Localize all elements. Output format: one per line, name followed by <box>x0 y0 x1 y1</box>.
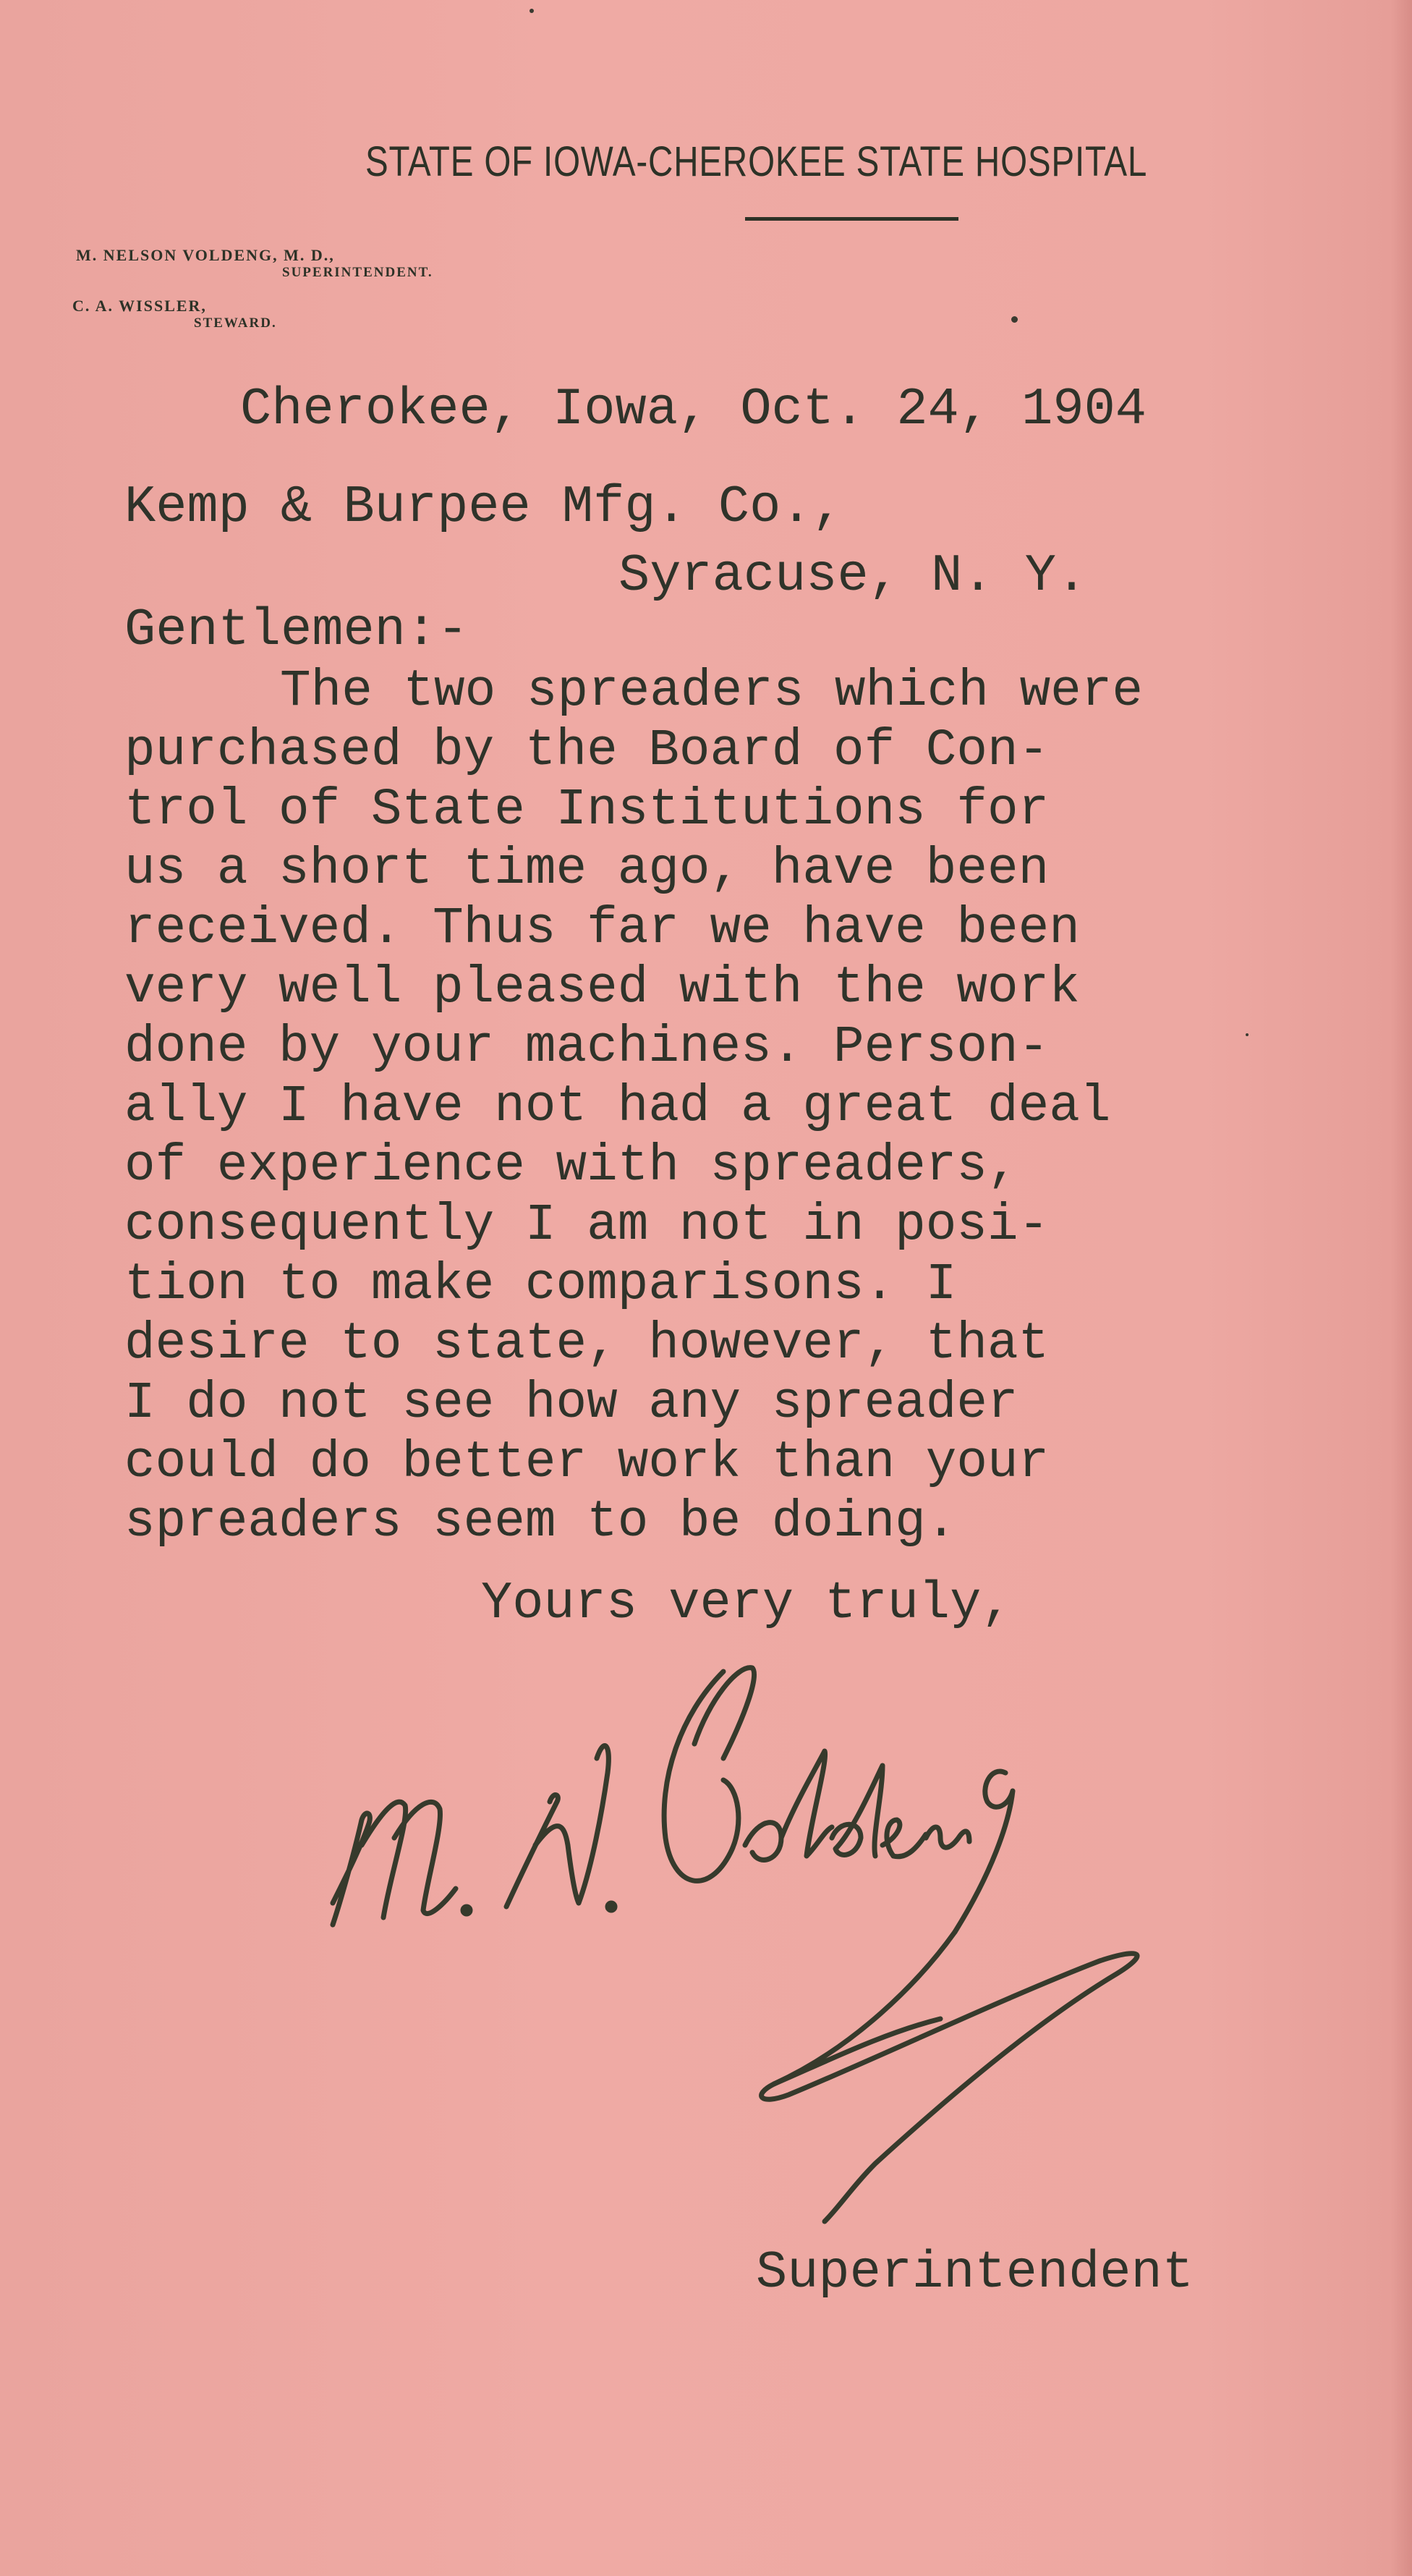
closing: Yours very truly, <box>481 1574 1013 1633</box>
handwritten-signature <box>318 1657 1273 2236</box>
paper-speck <box>1011 316 1018 323</box>
salutation: Gentlemen:- <box>124 601 469 660</box>
officer-superintendent <box>76 246 433 281</box>
paper-speck <box>1246 1033 1249 1036</box>
letterhead-rule <box>745 217 958 221</box>
letter-body <box>124 662 1143 1552</box>
signature-title: Superintendent <box>756 2243 1194 2302</box>
body-line: spreaders seem to be doing. <box>124 1494 957 1551</box>
body-line: ally I have not had a great deal <box>124 1078 1111 1136</box>
addressee: Kemp & Burpee Mfg. Co., <box>124 478 843 537</box>
body-line: purchased by the Board of Con- <box>124 722 1050 780</box>
addressee-city: Syracuse, N. Y. <box>618 546 1088 606</box>
letterhead-title: STATE OF IOWA-CHEROKEE STATE HOSPITAL <box>365 138 1148 185</box>
body-line: consequently I am not in posi- <box>124 1197 1050 1255</box>
officer-steward <box>72 297 277 331</box>
body-line: could do better work than your <box>124 1434 1050 1492</box>
body-line: The two spreaders which were <box>280 663 1143 721</box>
body-line: received. Thus far we have been <box>124 900 1080 958</box>
body-line: us a short time ago, have been <box>124 841 1050 899</box>
body-line: desire to state, however, that <box>124 1315 1050 1373</box>
page-edge-shadow <box>1390 0 1412 2576</box>
body-line: trol of State Institutions for <box>124 781 1050 839</box>
officer-name: M. NELSON VOLDENG, M. D., <box>76 246 335 264</box>
officer-role: STEWARD. <box>194 315 277 331</box>
paper-speck <box>530 9 534 13</box>
body-line: very well pleased with the work <box>124 959 1080 1017</box>
body-line: tion to make comparisons. I <box>124 1256 957 1314</box>
date-line: Cherokee, Iowa, Oct. 24, 1904 <box>240 380 1147 439</box>
body-line: done by your machines. Person- <box>124 1019 1050 1077</box>
body-line: of experience with spreaders, <box>124 1137 1018 1195</box>
officer-name: C. A. WISSLER, <box>72 297 207 315</box>
officer-role: SUPERINTENDENT. <box>282 265 433 280</box>
body-line: I do not see how any spreader <box>124 1375 1018 1433</box>
